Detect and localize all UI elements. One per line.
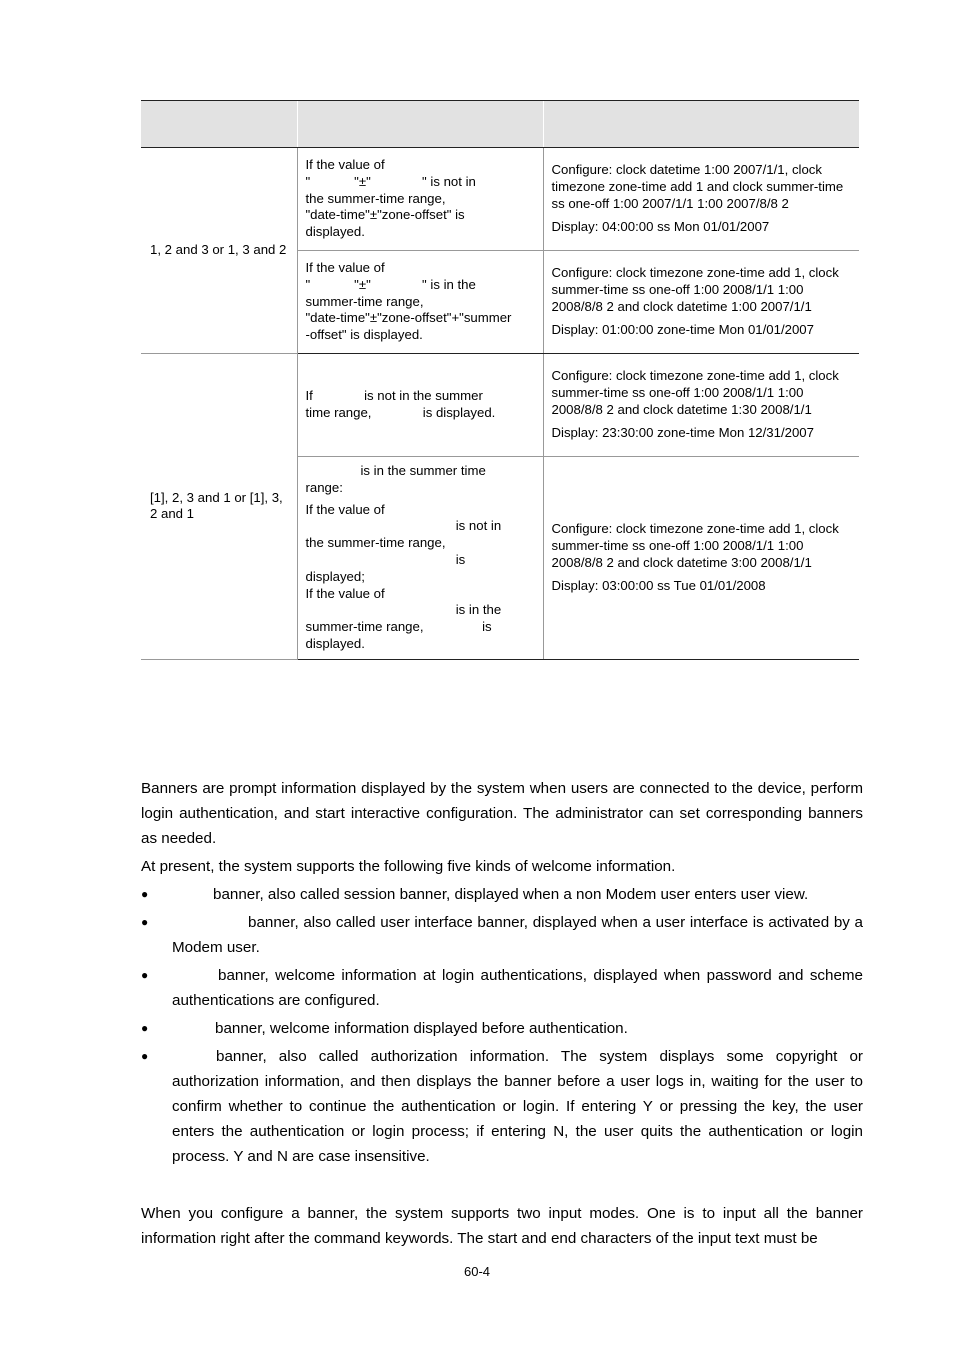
condition-line: If the value of	[305, 260, 385, 275]
condition-line: "date-time"±"zone-offset"+"summer	[305, 310, 512, 326]
condition-line: is in the	[305, 602, 502, 618]
condition-line: displayed;	[305, 568, 365, 584]
condition-cell	[297, 251, 543, 354]
list-item	[141, 1044, 863, 1169]
condition-line: is not in	[305, 518, 502, 534]
summer-time-display-table	[141, 100, 859, 660]
bullet-text: banner, welcome information displayed before authentication.	[215, 1020, 628, 1037]
display-text: Display: 03:00:00 ss Tue 01/01/2008	[551, 577, 766, 593]
condition-line: time range, is displayed.	[305, 405, 496, 420]
present-paragraph: At present, the system supports the following five kinds of welcome information.	[141, 858, 676, 875]
condition-line: summer-time range,	[305, 293, 424, 309]
display-text: Display: 23:30:00 zone-time Mon 12/31/2007	[551, 424, 814, 440]
example-cell	[543, 354, 859, 457]
banner-introduction	[141, 776, 863, 1172]
condition-line: -offset" is displayed.	[305, 327, 423, 343]
input-modes-section	[141, 1201, 863, 1254]
configure-text: Configure: clock timezone zone-time add 1, clock summer-time ss one-off 1:00 2008/1/1 1:00 2008/8/8 2 and clock datetime 3:00 2008/1/1	[551, 521, 839, 570]
condition-line: the summer-time range,	[305, 535, 446, 551]
intro-paragraph: Banners are prompt information displayed by the system when users are connected to the device, perform login authentication, and start interactive configuration. The administrator can set corresponding banners as needed.	[141, 780, 863, 847]
table-header-cell	[141, 101, 297, 148]
condition-line: summer-time range, is	[305, 619, 492, 635]
banner-types-list	[141, 882, 863, 1169]
table-header-cell	[543, 101, 859, 148]
bullet-text: banner, also called user interface banner, displayed when a user interface is activated by a Modem user.	[172, 914, 863, 956]
bullet-text: banner, also called authorization information. The system displays some copyright or authorization information, and then displays the banner before a user logs in, waiting for the user to confirm whether to continue the authentication or login. If entering Y or pressing the key, the user enters the authentication or login process; if entering N, the user quits the authentication or login process. Y and N are case insensitive.	[172, 1048, 863, 1165]
condition-line: If is not in the summer	[305, 388, 483, 404]
configure-text: Configure: clock timezone zone-time add 1, clock summer-time ss one-off 1:00 2008/1/1 1:00 2008/8/8 2 and clock datetime 1:00 2007/1/1	[551, 265, 839, 314]
order-cell: [1], 2, 3 and 1 or [1], 3, 2 and 1	[141, 354, 297, 660]
input-modes-paragraph: When you configure a banner, the system supports two input modes. One is to input all the banner information right after the command keywords. The start and end characters of the input text must be	[141, 1205, 863, 1247]
table-header-row	[141, 101, 859, 148]
configure-text: Configure: clock timezone zone-time add 1, clock summer-time ss one-off 1:00 2008/1/1 1:00 2008/8/8 2 and clock datetime 1:30 2008/1/1	[551, 368, 839, 417]
example-cell	[543, 148, 859, 251]
bullet-icon: ●	[141, 915, 149, 929]
list-item	[141, 882, 863, 907]
page-number: 60-4	[463, 1264, 491, 1279]
bullet-icon: ●	[141, 887, 149, 901]
table-row	[141, 148, 859, 251]
example-cell	[543, 457, 859, 660]
list-item	[141, 910, 863, 960]
table-row	[141, 354, 859, 457]
display-text: Display: 01:00:00 zone-time Mon 01/01/2007	[551, 321, 814, 337]
condition-line: If the value of	[305, 585, 385, 601]
condition-line: is in the summer time	[305, 463, 486, 478]
condition-line: " "±" " is in the	[305, 276, 476, 292]
bullet-icon: ●	[141, 968, 149, 982]
bullet-text: banner, also called session banner, displayed when a non Modem user enters user view.	[213, 886, 809, 903]
condition-line: " "±" " is not in	[305, 173, 476, 189]
configure-text: Configure: clock datetime 1:00 2007/1/1, clock timezone zone-time add 1 and clock summer-time ss one-off 1:00 2007/1/1 1:00 2007/8/8 2	[551, 162, 844, 211]
bullet-icon: ●	[141, 1021, 149, 1035]
condition-cell	[297, 457, 543, 660]
bullet-text: banner, welcome information at login authentications, displayed when password and scheme authentications are configured.	[172, 967, 863, 1009]
condition-line: If the value of	[305, 501, 385, 517]
condition-cell	[297, 148, 543, 251]
display-text: Display: 04:00:00 ss Mon 01/01/2007	[551, 218, 770, 234]
condition-line: is	[305, 551, 466, 567]
bullet-icon: ●	[141, 1049, 149, 1063]
condition-cell	[297, 354, 543, 457]
condition-line: displayed.	[305, 635, 365, 651]
condition-line: the summer-time range,	[305, 190, 446, 206]
list-item	[141, 1016, 863, 1041]
condition-line: "date-time"±"zone-offset" is	[305, 207, 465, 223]
order-cell: 1, 2 and 3 or 1, 3 and 2	[141, 148, 297, 354]
condition-line: If the value of	[305, 157, 385, 172]
example-cell	[543, 251, 859, 354]
table-header-cell	[297, 101, 543, 148]
condition-line: displayed.	[305, 224, 365, 240]
list-item	[141, 963, 863, 1013]
condition-line: range:	[305, 479, 343, 495]
